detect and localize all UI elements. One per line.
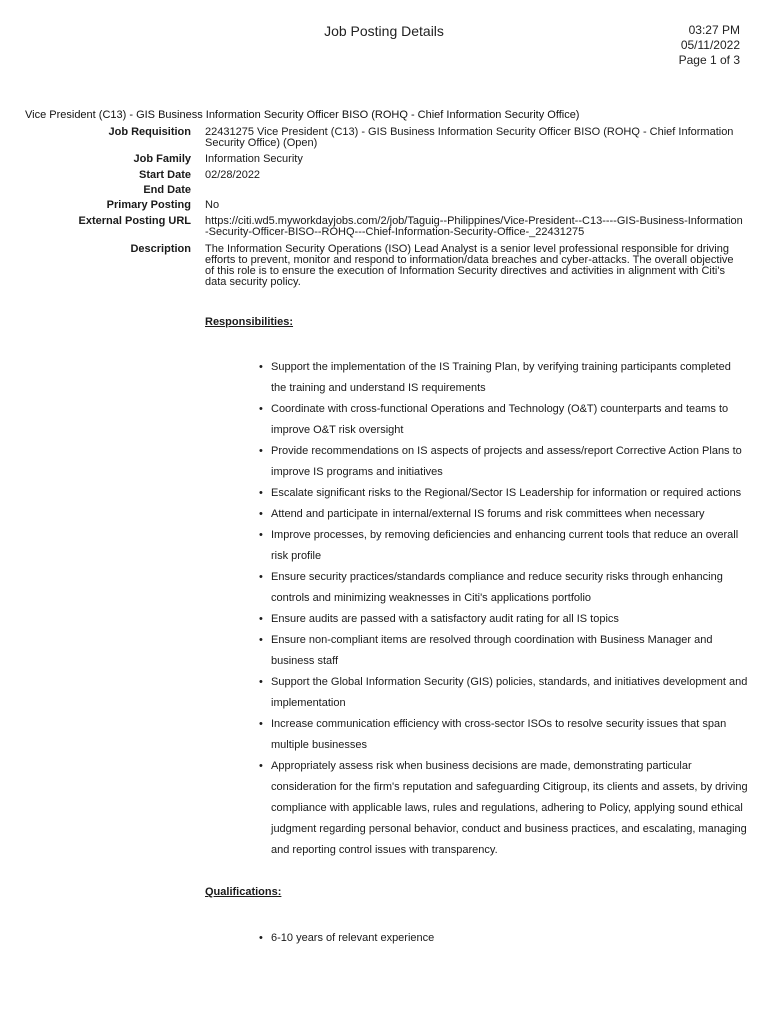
responsibilities-heading: Responsibilities: [205, 316, 294, 328]
list-item: • Support the implementation of the IS Training Plan, by verifying training participants completed the training and understand IS requirements [258, 357, 748, 399]
description-label: Description [130, 243, 191, 255]
description-value: The Information Security Operations (ISO) Lead Analyst is a senior level professional responsible for driving efforts to prevent, monitor and respond to information/data breaches and cyber-attacks. The overall objective of this role is to ensure the execution of Information Security directives and activities in alignment with Citi's data security policy. [205, 243, 734, 288]
job-requisition-value: 22431275 Vice President (C13) - GIS Business Information Security Officer BISO (ROHQ - Chief Information Security Office) (Open) [205, 126, 734, 149]
external-posting-url-label: External Posting URL [78, 215, 191, 227]
print-time: 03:27 PM [688, 23, 740, 37]
list-item: • Attend and participate in internal/external IS forums and risk committees when necessary [258, 504, 748, 525]
list-item: • Ensure audits are passed with a satisfactory audit rating for all IS topics [258, 609, 748, 630]
primary-posting-value: No [205, 199, 220, 211]
list-item: • Improve processes, by removing deficiencies and enhancing current tools that reduce an overall risk profile [258, 525, 748, 567]
job-family-value: Information Security [205, 153, 303, 165]
print-meta [679, 23, 740, 68]
list-item: • Ensure non-compliant items are resolved through coordination with Business Manager and business staff [258, 630, 748, 672]
job-requisition-label: Job Requisition [108, 126, 191, 138]
external-posting-url-value[interactable]: https://citi.wd5.myworkdayjobs.com/2/job/Taguig--Philippines/Vice-President--C13----GIS-Business-Information-Security-Officer-BISO--ROHQ---Chief-Information-Security-Office-_22431275 [205, 215, 743, 238]
start-date-label: Start Date [139, 169, 191, 181]
page-title: Job Posting Details [324, 23, 444, 39]
end-date-label: End Date [143, 184, 191, 196]
list-item: • Coordinate with cross-functional Operations and Technology (O&T) counterparts and teams to improve O&T risk oversight [258, 399, 748, 441]
qualifications-heading: Qualifications: [205, 886, 282, 898]
list-item: • Escalate significant risks to the Regional/Sector IS Leadership for information or required actions [258, 483, 748, 504]
list-item: • Appropriately assess risk when business decisions are made, demonstrating particular consideration for the firm's reputation and safeguarding Citigroup, its clients and assets, by driving compliance with applicable laws, rules and regulations, adhering to Policy, applying sound ethical judgment regarding personal behavior, conduct and business practices, and escalating, managing and reporting control issues with transparency. [258, 756, 748, 861]
list-item: • Provide recommendations on IS aspects of projects and assess/report Corrective Action Plans to improve IS programs and initiatives [258, 441, 748, 483]
list-item: • Ensure security practices/standards compliance and reduce security risks through enhancing controls and minimizing weaknesses in Citi's applications portfolio [258, 567, 748, 609]
list-item: • 6-10 years of relevant experience [258, 928, 748, 949]
start-date-value: 02/28/2022 [205, 169, 261, 181]
job-family-label: Job Family [133, 153, 191, 165]
qualifications-list [258, 928, 748, 949]
list-item: • Increase communication efficiency with cross-sector ISOs to resolve security issues that span multiple businesses [258, 714, 748, 756]
responsibilities-list [258, 357, 748, 861]
list-item: • Support the Global Information Security (GIS) policies, standards, and initiatives development and implementation [258, 672, 748, 714]
print-date: 05/11/2022 [680, 38, 740, 52]
job-title: Vice President (C13) - GIS Business Information Security Officer BISO (ROHQ - Chief Information Security Office) [25, 109, 580, 121]
page-number: Page 1 of 3 [678, 53, 740, 67]
primary-posting-label: Primary Posting [106, 199, 191, 211]
